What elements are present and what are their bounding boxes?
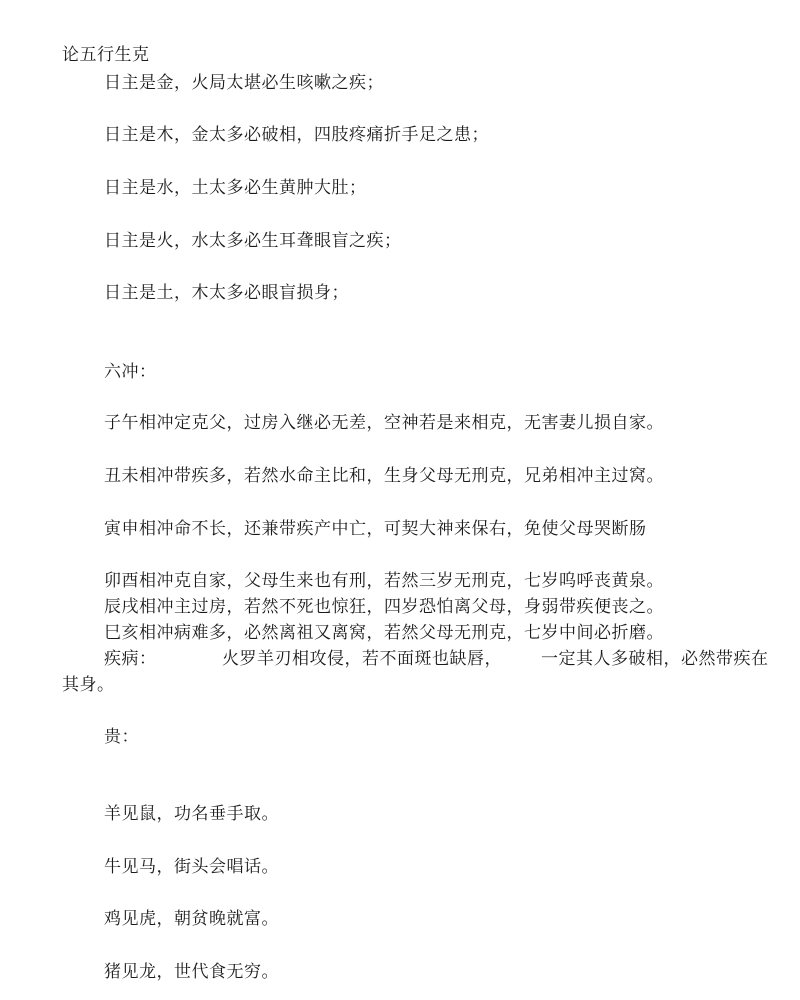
liuchong-line-1: 子午相冲定克父，过房入继必无差，空神若是来相克，无害妻儿损自家。 bbox=[104, 413, 664, 433]
liuchong-line-5: 辰戌相冲主过房，若然不死也惊狂，四岁恐怕离父母，身弱带疾便丧之。 bbox=[104, 597, 664, 617]
liuchong-heading: 六冲： bbox=[104, 362, 157, 382]
jibing-part-1: 火罗羊刃相攻侵，若不面斑也缺唇， bbox=[222, 649, 502, 669]
wuxing-line-5: 日主是土，木太多必眼盲损身； bbox=[104, 283, 349, 303]
jibing-part-2: 一定其人多破相，必然带疾在 bbox=[541, 649, 769, 669]
wuxing-line-3: 日主是水，土太多必生黄肿大肚； bbox=[104, 178, 367, 198]
liuchong-line-6: 巳亥相冲病难多，必然离祖又离窝，若然父母无刑克，七岁中间必折磨。 bbox=[104, 623, 664, 643]
gui-line-4: 猪见龙，世代食无穷。 bbox=[104, 962, 279, 982]
jibing-continuation: 其身。 bbox=[62, 675, 115, 695]
liuchong-line-2: 丑未相冲带疾多，若然水命主比和，生身父母无刑克，兄弟相冲主过窝。 bbox=[104, 466, 664, 486]
gui-line-1: 羊见鼠，功名垂手取。 bbox=[104, 804, 279, 824]
wuxing-line-4: 日主是火，水太多必生耳聋眼盲之疾； bbox=[104, 231, 402, 251]
gui-line-3: 鸡见虎，朝贫晚就富。 bbox=[104, 909, 279, 929]
liuchong-line-3: 寅申相冲命不长，还兼带疾产中亡，可契大神来保右，免使父母哭断肠 bbox=[104, 519, 647, 539]
gui-line-2: 牛见马，街头会唱话。 bbox=[104, 857, 279, 877]
gui-heading: 贵： bbox=[104, 727, 139, 747]
wuxing-line-1: 日主是金，火局太堪必生咳嗽之疾； bbox=[104, 73, 384, 93]
document-title: 论五行生克 bbox=[62, 45, 150, 65]
jibing-line bbox=[0, 648, 800, 670]
liuchong-line-4: 卯酉相冲克自家，父母生来也有刑，若然三岁无刑克，七岁呜呼丧黄泉。 bbox=[104, 571, 664, 591]
wuxing-line-2: 日主是木，金太多必破相，四肢疼痛折手足之患； bbox=[104, 125, 489, 145]
jibing-label: 疾病： bbox=[104, 649, 157, 669]
